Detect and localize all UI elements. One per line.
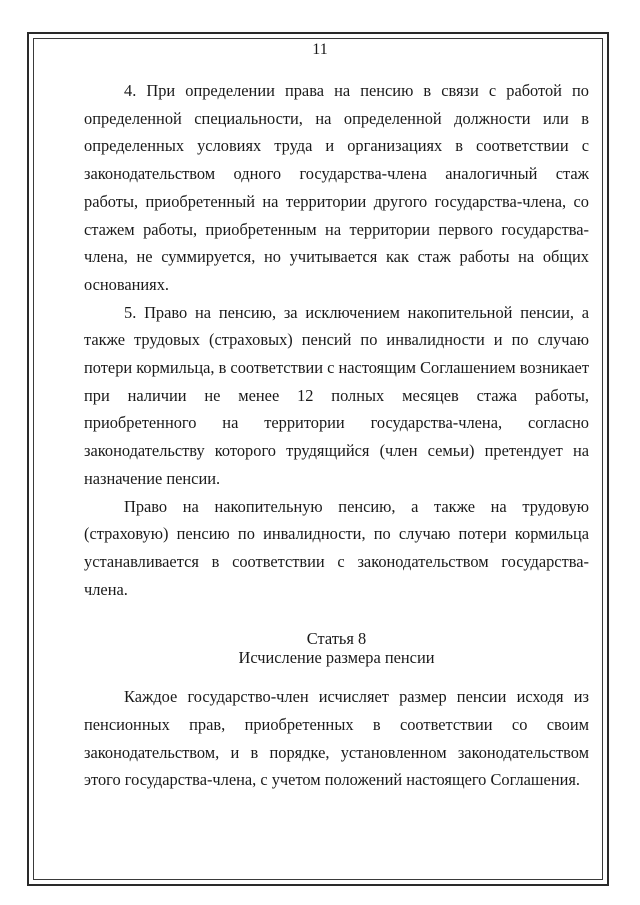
document-body (84, 77, 589, 794)
paragraph-funded-pension: Право на накопительную пенсию, а также на трудовую (страховую) пенсию по инвалидности, по случаю потери кормильца устанавливается в соответствии с законодательством государства-члена. (84, 496, 589, 599)
article-8-paragraph: Каждое государство-член исчисляет размер пенсии исходя из пенсионных прав, приобретенных в соответствии со своим законодательством, и в порядке, установленном законодательством этого государства-члена, с учетом положений настоящего Соглашения. (84, 687, 589, 790)
article-heading (84, 629, 589, 667)
paragraph-item-4: 4. При определении права на пенсию в связи с работой по определенной специальности, на определенной должности или в определенных условиях труда и организациях в соответствии с законодательством одного государства-члена аналогичный стаж работы, приобретенный на территории другого государства-члена, со стажем работы, приобретенным на территории первого государства-члена, не суммируется, но учитывается как стаж работы на общих основаниях. (84, 81, 589, 294)
article-title: Исчисление размера пенсии (238, 648, 435, 668)
paragraph-item-5: 5. Право на пенсию, за исключением накопительной пенсии, а также трудовых (страховых) пенсий по инвалидности и по случаю потери кормильца, в соответствии с настоящим Соглашением возникает при наличии не менее 12 полных месяцев стажа работы, приобретенного на территории государства-члена, согласно законодательству которого трудящийся (член семьи) претендует на назначение пенсии. (84, 302, 589, 488)
page-number: 11 (312, 41, 328, 58)
article-number: Статья 8 (306, 629, 367, 649)
